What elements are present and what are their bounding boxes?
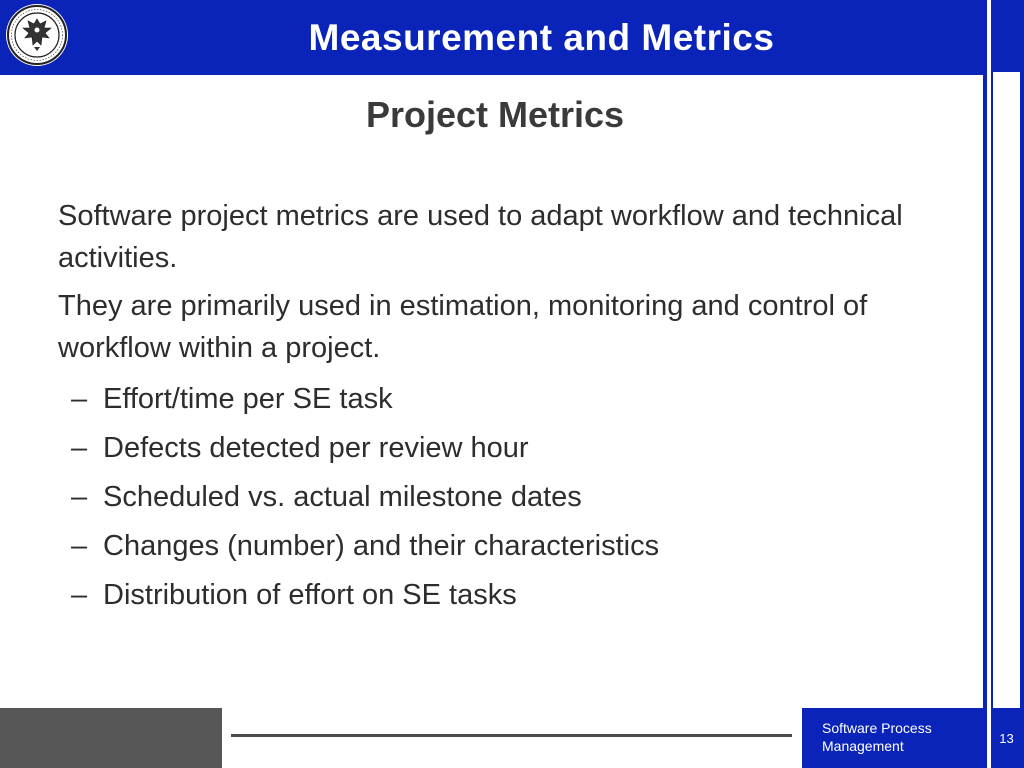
- bullet-dash: –: [71, 579, 88, 611]
- bullet-item: [58, 522, 978, 571]
- header-bar: [0, 0, 983, 72]
- bullet-dash: –: [71, 481, 88, 513]
- footer-course-box: [802, 708, 983, 768]
- bullet-text: Distribution of effort on SE tasks: [103, 579, 517, 611]
- bullet-list: [58, 375, 978, 620]
- bullet-text: Changes (number) and their characteristics: [103, 530, 660, 562]
- bullet-item: [58, 473, 978, 522]
- header-underline: [0, 72, 985, 75]
- bullet-dash: –: [71, 432, 88, 464]
- bullet-item: [58, 571, 978, 620]
- slide-content: [58, 195, 978, 620]
- paragraph-1: Software project metrics are used to adapt workflow and technical activities.: [58, 200, 903, 274]
- bullet-text: Effort/time per SE task: [103, 383, 393, 415]
- slide-subtitle: Project Metrics: [365, 94, 625, 135]
- paragraph-2: They are primarily used in estimation, monitoring and control of workflow within a project.: [58, 290, 868, 364]
- bullet-dash: –: [71, 530, 88, 562]
- footer-course-line-1: Software Process: [822, 720, 932, 736]
- bullet-dash: –: [71, 383, 88, 415]
- page-number: 13: [993, 708, 1020, 768]
- footer-divider-line: [231, 734, 792, 737]
- right-rail-outer: [1020, 0, 1024, 768]
- right-rail-middle: [991, 72, 993, 768]
- footer-gray-block: [0, 708, 222, 768]
- footer-course-line-2: Management: [822, 738, 904, 754]
- bullet-item: [58, 375, 978, 424]
- university-seal-icon: [6, 4, 68, 66]
- bullet-text: Scheduled vs. actual milestone dates: [103, 481, 582, 513]
- header-title: Measurement and Metrics: [308, 17, 775, 58]
- bullet-text: Defects detected per review hour: [103, 432, 529, 464]
- bullet-item: [58, 424, 978, 473]
